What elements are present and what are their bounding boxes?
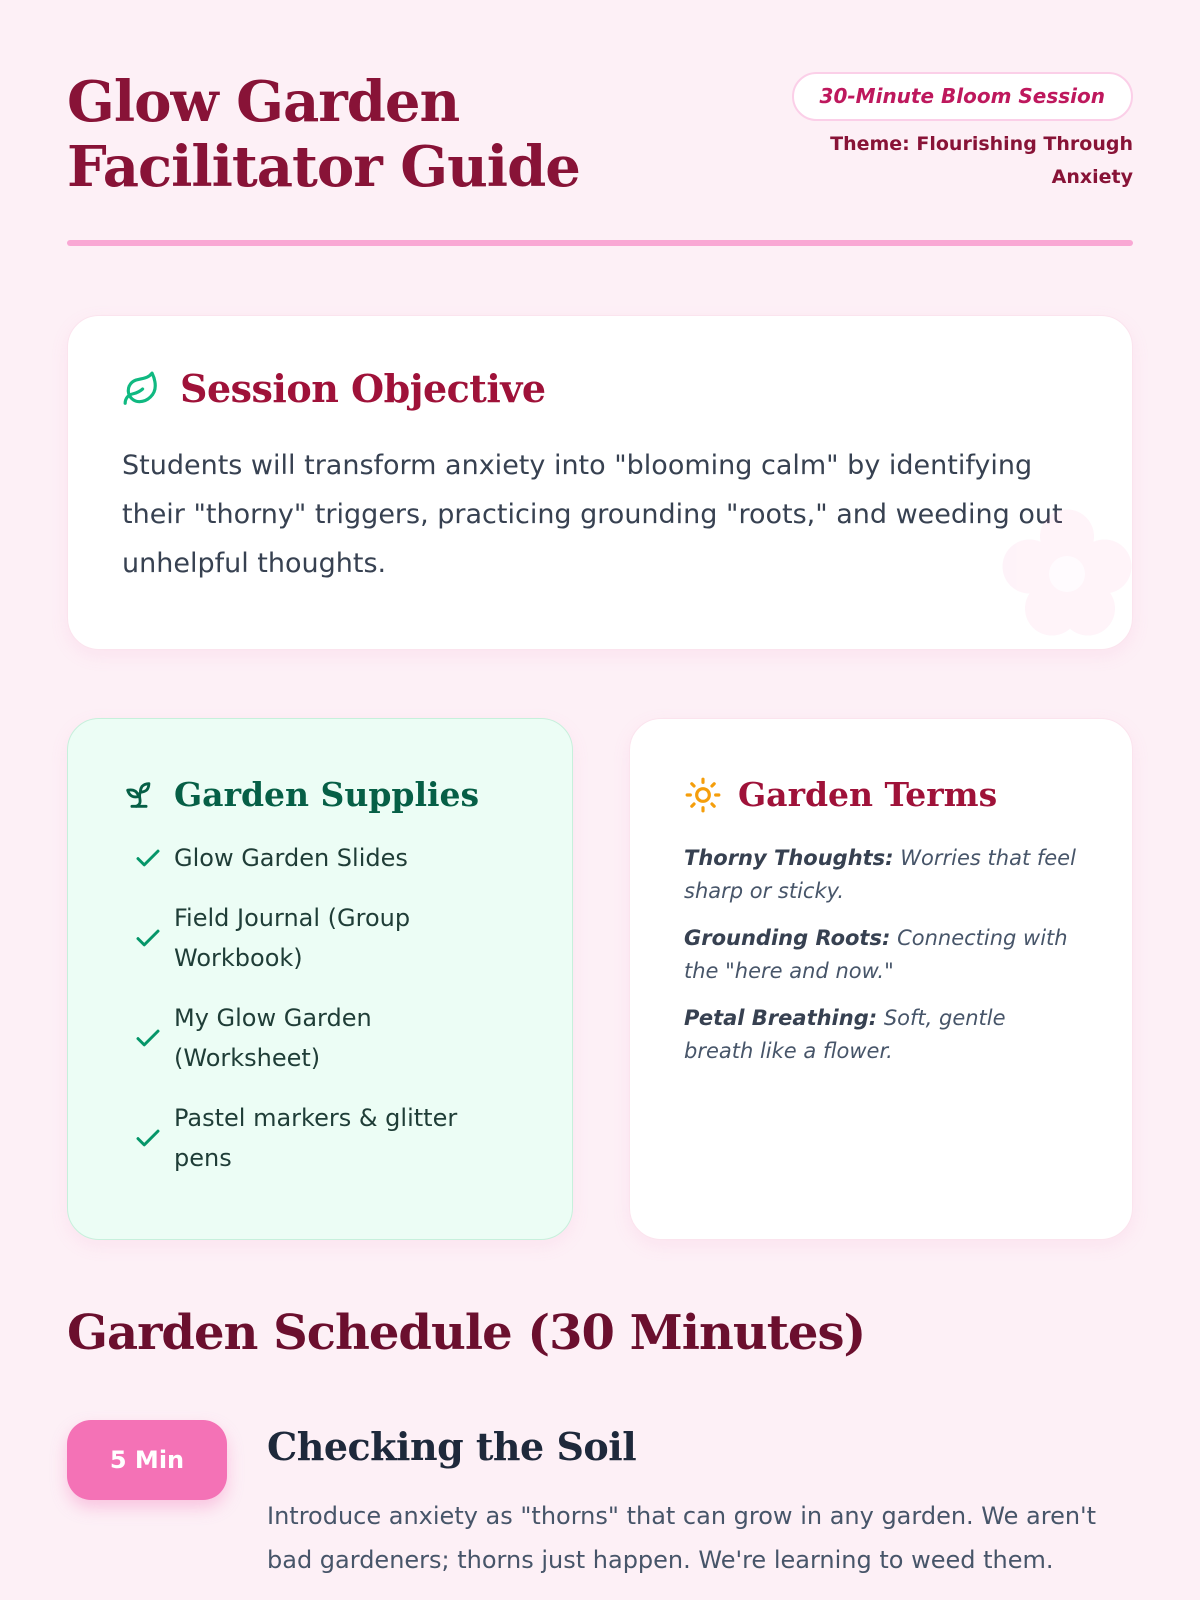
term-item bbox=[684, 1002, 1078, 1068]
step-description: Introduce anxiety as "thorns" that can grow in any garden. We aren't bad gardeners; thorns just happen. We're learning to weed them. bbox=[267, 1502, 1097, 1574]
page-title: Glow Garden Facilitator Guide bbox=[67, 69, 580, 200]
garden-terms-title: Garden Terms bbox=[738, 775, 998, 814]
term-definition: Worries that feel sharp or sticky. bbox=[684, 846, 1076, 903]
sun-icon bbox=[684, 776, 722, 814]
list-item bbox=[122, 838, 518, 878]
check-icon bbox=[122, 1023, 174, 1053]
supply-item-label: Field Journal (Group Workbook) bbox=[174, 904, 411, 972]
schedule-title: Garden Schedule (30 Minutes) bbox=[67, 1305, 866, 1361]
term-list bbox=[684, 842, 1078, 1068]
supply-list bbox=[122, 838, 518, 1178]
term-name: Grounding Roots: bbox=[684, 926, 891, 950]
garden-supplies-card bbox=[67, 718, 573, 1240]
term-definition: Connecting with the "here and now." bbox=[684, 926, 1068, 983]
list-item bbox=[122, 1098, 518, 1178]
sprout-icon bbox=[122, 778, 156, 812]
garden-supplies-title: Garden Supplies bbox=[174, 775, 480, 814]
garden-terms-header bbox=[684, 775, 1078, 814]
garden-terms-card bbox=[629, 718, 1133, 1240]
term-definition: Soft, gentle breath like a flower. bbox=[684, 1006, 1006, 1063]
page-header bbox=[67, 0, 1133, 250]
list-item bbox=[122, 998, 518, 1078]
session-objective-title: Session Objective bbox=[180, 366, 546, 411]
check-icon bbox=[122, 923, 174, 953]
session-objective-card bbox=[67, 315, 1133, 650]
term-name: Petal Breathing: bbox=[684, 1006, 878, 1030]
step-time-badge: 5 Min bbox=[67, 1420, 227, 1500]
header-divider bbox=[67, 240, 1133, 246]
session-objective-text: Students will transform anxiety into "blooming calm" by identifying their "thorny" triggers, practicing grounding "roots," and weeding out unhelpful thoughts. bbox=[122, 450, 1063, 579]
term-item bbox=[684, 922, 1078, 988]
session-theme: Theme: Flourishing Through Anxiety bbox=[830, 133, 1133, 188]
check-icon bbox=[122, 1123, 174, 1153]
facilitator-guide-page bbox=[67, 0, 1133, 1574]
step-title: Checking the Soil bbox=[267, 1424, 637, 1469]
check-icon bbox=[122, 843, 174, 873]
flower-icon bbox=[992, 489, 1133, 650]
list-item bbox=[122, 898, 518, 978]
session-objective-header bbox=[122, 366, 1078, 411]
garden-supplies-header bbox=[122, 775, 518, 814]
session-length-badge: 30-Minute Bloom Session bbox=[792, 72, 1133, 121]
term-item bbox=[684, 842, 1078, 908]
supply-item-label: Glow Garden Slides bbox=[174, 844, 408, 872]
supply-item-label: My Glow Garden (Worksheet) bbox=[174, 1004, 372, 1072]
leaf-icon bbox=[122, 370, 160, 408]
term-name: Thorny Thoughts: bbox=[684, 846, 894, 870]
supply-item-label: Pastel markers & glitter pens bbox=[174, 1104, 458, 1172]
